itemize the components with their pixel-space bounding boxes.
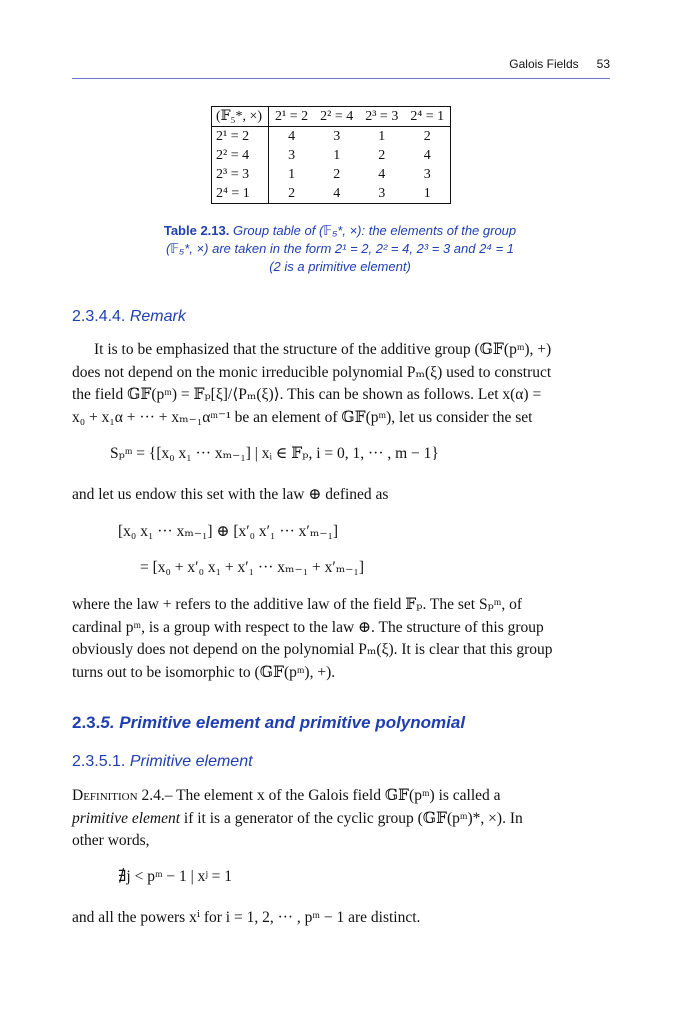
text-line [72,785,610,808]
text-line: turns out to be isomorphic to (𝔾𝔽(pᵐ), +). [72,663,336,681]
caption-line: (2 is a primitive element) [269,259,411,274]
table-row-header: 2⁴ = 1 [212,184,269,204]
running-head-title: Galois Fields [509,57,579,71]
subsection-heading [72,753,253,771]
table-cell: 3 [404,165,450,184]
text-span: The element x of the Galois field 𝔾𝔽(pᵐ) is called a [176,787,501,804]
table-cell: 3 [359,184,404,204]
text-line: other words, [72,832,150,849]
page-number: 53 [596,57,610,71]
section-title: Primitive element and primitive polynomial [119,713,466,732]
caption-line: (𝔽₅*, ×) are taken in the form 2¹ = 2, 2² = 4, 2³ = 3 and 2⁴ = 1 [165,241,515,256]
table-cell: 2 [378,147,386,163]
table-header-cell: 2² = 4 [314,107,359,127]
table-header-cell: 2⁴ = 1 [404,107,450,127]
caption-label: Table 2.13. [163,223,230,238]
table-cell: 2 [333,166,341,182]
table-cell: 4 [314,184,359,204]
table-row [212,146,451,165]
section-prefix: 2.3. [72,713,101,732]
caption-line [100,222,580,240]
text-line: obviously does not depend on the polynomial Pₘ(ξ). It is clear that this group [72,641,553,658]
header-rule [72,78,610,79]
table-cell: 1 [333,147,341,163]
set-equation: Sₚᵐ = {[x₀ x₁ ··· xₘ₋₁] | xᵢ ∈ 𝔽ₚ, i = 0, 1, ··· , m − 1} [110,445,439,462]
section-number: 5. [100,713,115,732]
table-row-header: 2² = 4 [212,146,269,165]
text-line [72,808,610,831]
table-header-row [212,107,451,127]
table-header-cell: 2³ = 3 [359,107,404,127]
law-equation-line-2: = [x₀ + x′₀ x₁ + x′₁ ··· xₘ₋₁ + x′ₘ₋₁] [140,559,364,576]
definition-term: primitive element [72,809,181,827]
text-span: It is to be emphasized that the structure of the additive group (𝔾𝔽(pᵐ), +) [94,341,552,358]
section-heading [72,713,465,733]
table-cell: 1 [288,166,296,182]
table-cell: 1 [404,184,450,204]
text-line: cardinal pᵐ, is a group with respect to the law ⊕. The structure of this group [72,618,544,636]
table-cell: 4 [378,166,386,182]
law-equation-line-1: [x₀ x₁ ··· xₘ₋₁] ⊕ [x′₀ x′₁ ··· x′ₘ₋₁] [118,523,339,540]
table-row [212,165,451,184]
table-cell: 4 [288,128,296,144]
text-line: x₀ + x₁α + ··· + xₘ₋₁αᵐ⁻¹ be an element of 𝔾𝔽(pᵐ), let us consider the set [72,408,533,426]
definition-equation: ∄j < pᵐ − 1 | xʲ = 1 [118,868,233,885]
text-line: where the law + refers to the additive law of the field 𝔽ₚ. The set Sₚᵐ, of [72,596,523,613]
table-row-header: 2³ = 3 [212,165,269,184]
table-cell: 2 [269,184,315,204]
table-cell: 1 [378,128,386,144]
table-row-header: 2¹ = 2 [212,127,269,147]
table-cell: 3 [333,128,341,144]
table-row [212,184,451,204]
remark-heading [72,308,186,326]
table-row [212,127,451,147]
remark-paragraph-3 [72,594,610,684]
definition-label: Definition [72,787,138,804]
group-table [211,106,451,204]
caption-text: Group table of (𝔽₅*, ×): the elements of the group [232,223,517,238]
subsection-number: 2.3.5.1. [72,753,126,770]
text-line [72,339,610,362]
table-corner-cell: (𝔽₅*, ×) [212,107,269,127]
running-head [72,57,610,71]
text-line: the field 𝔾𝔽(pᵐ) = 𝔽ₚ[ξ]/⟨Pₘ(ξ)⟩. This can be shown as follows. Let x(α) = [72,386,542,403]
remark-number: 2.3.4.4. [72,308,126,325]
table-caption [100,222,580,276]
definition-number: 2.4.– [141,787,173,804]
remark-title: Remark [129,308,186,325]
text-line: does not depend on the monic irreducible polynomial Pₘ(ξ) used to construct [72,363,552,381]
remark-paragraph-2: and let us endow this set with the law ⊕ defined as [72,486,389,503]
table-cell: 4 [404,146,450,165]
table-header-cell: 2¹ = 2 [269,107,315,127]
remark-paragraph-1 [72,339,610,429]
text-span: if it is a generator of the cyclic group (𝔾𝔽(pᵐ)*, ×). In [183,809,523,827]
table-cell: 3 [288,147,296,163]
definition-closing: and all the powers xⁱ for i = 1, 2, ··· , pᵐ − 1 are distinct. [72,909,421,926]
subsection-title: Primitive element [129,753,253,770]
definition-block [72,785,610,853]
table-cell: 2 [404,127,450,147]
